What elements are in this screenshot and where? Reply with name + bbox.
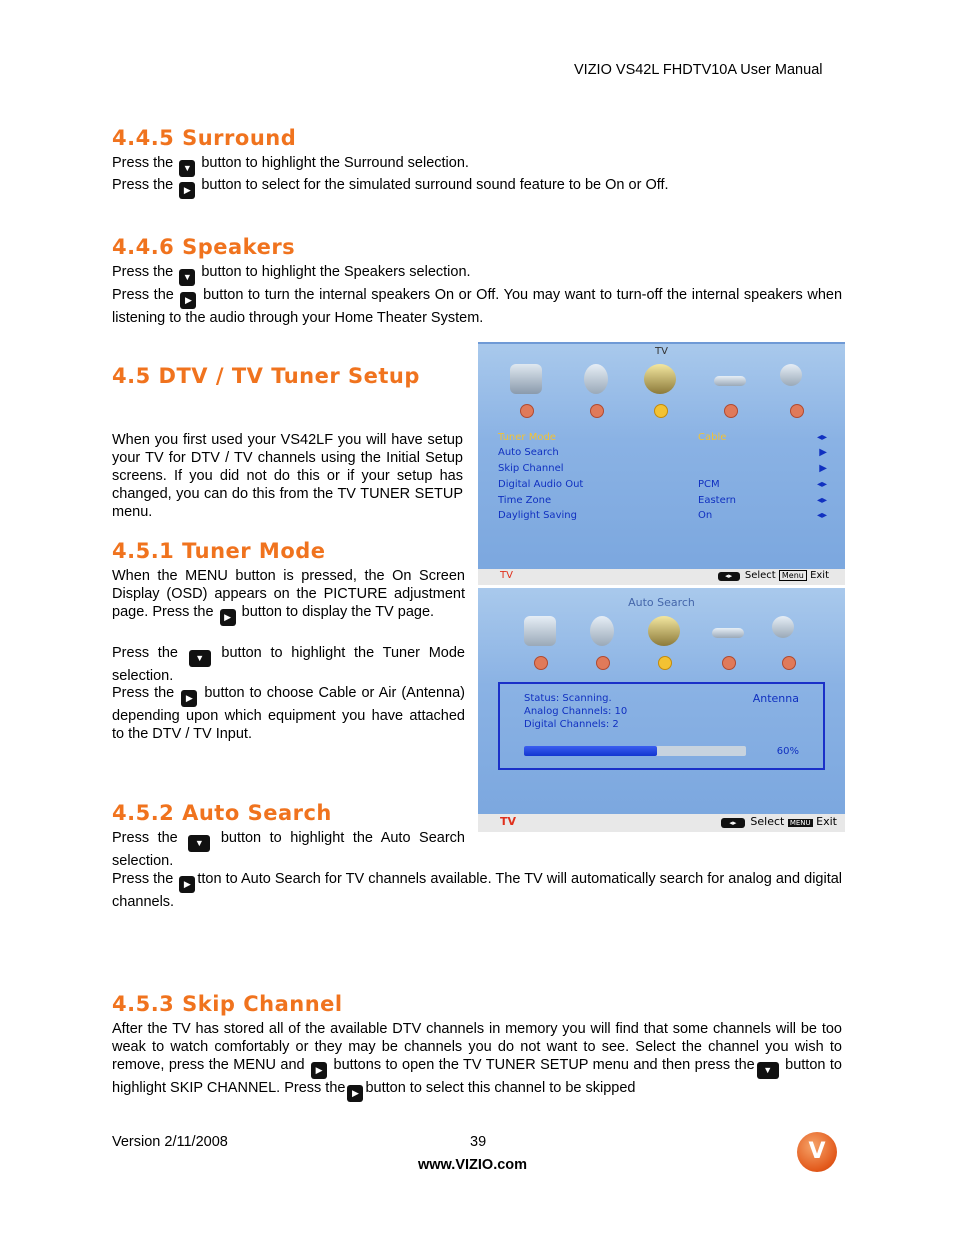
osd2-footer-tv: TV <box>500 815 517 828</box>
page-number: 39 <box>470 1134 487 1150</box>
right-arrow-icon: ▶ <box>179 876 195 893</box>
website-link[interactable]: www.VIZIO.com <box>418 1157 528 1173</box>
osd-menu-label: Auto Search <box>498 447 559 458</box>
scan-status: Status: Scanning. <box>524 693 612 704</box>
osd-menu-item[interactable] <box>498 510 827 524</box>
analog-channels: Analog Channels: 10 <box>524 706 628 717</box>
osd2-icon-row <box>478 616 845 676</box>
osd-menu-item[interactable] <box>498 479 827 493</box>
tv-satellite-icon <box>640 364 680 398</box>
tuner-mode-p3: Press the ▶ button to choose Cable or Air (Antenna) depending upon which equipment you have attached to the DTV / TV Input. <box>112 685 466 742</box>
speakers-heading: 4.4.6 Speakers <box>112 235 296 259</box>
right-arrow-icon: ▶ <box>179 182 195 199</box>
osd-tv-menu <box>478 342 845 585</box>
auto-search-p1: Press the ▼ button to highlight the Auto Search selection. <box>112 830 465 869</box>
osd-menu-label: Skip Channel <box>498 463 564 474</box>
osd-menu-item[interactable] <box>498 432 827 446</box>
osd-footer-controls: ◂▸ Select Menu Exit <box>716 570 829 581</box>
down-arrow-icon: ▼ <box>179 160 195 177</box>
right-arrow-icon: ▶ <box>347 1085 363 1102</box>
vizio-logo-icon: V <box>797 1132 837 1172</box>
auto-search-heading: 4.5.2 Auto Search <box>112 801 332 825</box>
osd-menu-label: Tuner Mode <box>498 432 556 443</box>
tv-satellite-icon <box>644 616 684 650</box>
osd-menu-list <box>478 432 845 522</box>
right-arrow-icon: ▶ <box>220 609 236 626</box>
surround-line1: Press the ▼ button to highlight the Surround selection. <box>112 154 842 177</box>
surround-heading: 4.4.5 Surround <box>112 126 297 150</box>
osd-menu-item[interactable] <box>498 447 827 461</box>
osd-menu-label: Time Zone <box>498 495 552 506</box>
osd-menu-value: Eastern <box>698 495 737 506</box>
scan-progress-fill <box>524 746 657 756</box>
digital-channels: Digital Channels: 2 <box>524 719 619 730</box>
osd-menu-item[interactable] <box>498 495 827 509</box>
setup-wrench-icon <box>710 364 750 398</box>
osd-menu-arrow-icon: ◂▸ <box>816 510 827 521</box>
audio-icon <box>582 616 622 650</box>
right-arrow-icon: ▶ <box>180 292 196 309</box>
down-arrow-icon: ▼ <box>757 1062 779 1079</box>
scan-status-box <box>498 682 825 770</box>
down-arrow-icon: ▼ <box>179 269 195 286</box>
audio-icon <box>576 364 616 398</box>
version-label: Version 2/11/2008 <box>112 1134 228 1150</box>
osd-menu-value: On <box>698 510 713 521</box>
manual-title: VIZIO VS42L FHDTV10A User Manual <box>574 62 823 78</box>
osd2-footer-bar <box>478 814 845 832</box>
skip-channel-p1: After the TV has stored all of the available DTV channels in memory you will find that some channels will be too weak to watch comfortably or they may be channels you do not want to see. Select the channel you wish to remove, press the MENU and ▶ buttons to open the TV TUNER SETUP menu and then press the ▼ button to highlight SKIP CHANNEL. Press the ▶ button to select this channel to be skipped <box>112 1020 842 1102</box>
dtv-heading: 4.5 DTV / TV Tuner Setup <box>112 364 420 388</box>
surround-line2: Press the ▶ button to select for the simulated surround sound feature to be On or Off. <box>112 176 842 199</box>
osd-footer-bar <box>478 569 845 585</box>
scan-progress-percent: 60% <box>776 746 799 757</box>
osd2-title: Auto Search <box>628 596 695 609</box>
osd-icon-row <box>478 364 845 424</box>
tuner-mode-heading: 4.5.1 Tuner Mode <box>112 539 326 563</box>
osd2-footer-controls: ◂▸ Select MENU Exit <box>719 815 837 828</box>
picture-icon <box>520 616 560 650</box>
nav-keys-icon: ◂▸ <box>718 572 740 581</box>
osd-menu-label: Daylight Saving <box>498 510 577 521</box>
osd-footer-tv: TV <box>500 570 513 581</box>
speakers-line1: Press the ▼ button to highlight the Speakers selection. <box>112 263 842 286</box>
parental-key-icon <box>776 364 816 398</box>
down-arrow-icon: ▼ <box>189 650 211 667</box>
osd-menu-label: Digital Audio Out <box>498 479 584 490</box>
auto-search-p2: Press the ▶ tton to Auto Search for TV channels available. The TV will automatically search for analog and digital channels. <box>112 871 843 910</box>
down-arrow-icon: ▼ <box>188 835 210 852</box>
osd-menu-arrow-icon: ▶ <box>819 463 827 474</box>
nav-keys-icon: ◂▸ <box>721 818 745 828</box>
osd-title: TV <box>655 346 668 357</box>
scan-mode: Antenna <box>752 692 799 705</box>
right-arrow-icon: ▶ <box>311 1062 327 1079</box>
parental-key-icon <box>768 616 808 650</box>
osd-menu-item[interactable] <box>498 463 827 477</box>
setup-wrench-icon <box>708 616 748 650</box>
scan-progress-track <box>524 746 746 756</box>
osd-menu-arrow-icon: ▶ <box>819 447 827 458</box>
osd-auto-search <box>478 588 845 832</box>
picture-icon <box>506 364 546 398</box>
speakers-line2: Press the ▶ button to turn the internal speakers On or Off. You may want to turn-off the internal speakers when listening to the audio through your Home Theater System. <box>112 287 843 326</box>
tuner-mode-p2: Press the ▼ button to highlight the Tuner Mode selection. <box>112 645 465 684</box>
skip-channel-heading: 4.5.3 Skip Channel <box>112 992 343 1016</box>
osd-menu-arrow-icon: ◂▸ <box>816 432 827 443</box>
osd-menu-value: Cable <box>698 432 727 443</box>
dtv-body: When you first used your VS42LF you will have setup your TV for DTV / TV channels using the Initial Setup screens. If you did not do this or if your setup has changed, you can do this from the TV TUNER SETUP menu. <box>112 432 463 520</box>
right-arrow-icon: ▶ <box>181 690 197 707</box>
tuner-mode-p1: When the MENU button is pressed, the On Screen Display (OSD) appears on the PICTURE adjustment page. Press the ▶ button to display the TV page. <box>112 567 465 626</box>
osd-menu-value: PCM <box>698 479 720 490</box>
osd-menu-arrow-icon: ◂▸ <box>816 495 827 506</box>
osd-menu-arrow-icon: ◂▸ <box>816 479 827 490</box>
